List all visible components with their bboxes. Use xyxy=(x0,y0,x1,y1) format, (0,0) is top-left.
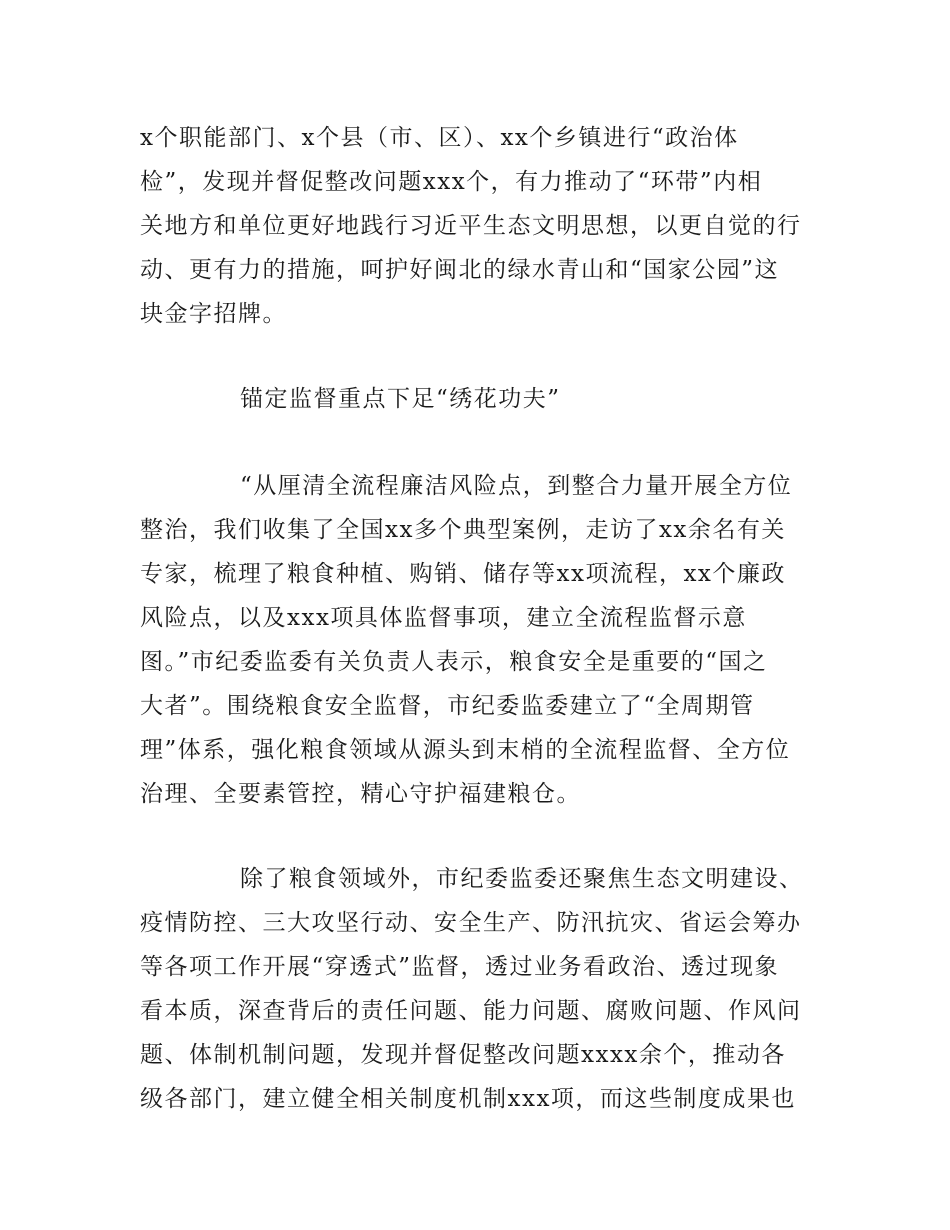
paragraph-3-line: 级各部门，建立健全相关制度机制xxx项，而这些制度成果也 xyxy=(140,1086,796,1112)
section-heading: 锚定监督重点下足“绣花功夫” xyxy=(240,386,561,412)
paragraph-2-line: 治理、全要素管控，精心守护福建粮仓。 xyxy=(140,781,581,807)
paragraph-3-line: 看本质，深查背后的责任问题、能力问题、腐败问题、作风问 xyxy=(140,998,802,1024)
paragraph-2-line: “从厘清全流程廉洁风险点，到整合力量开展全方位 xyxy=(240,473,793,499)
paragraph-3-line: 除了粮食领域外，市纪委监委还聚焦生态文明建设、 xyxy=(240,866,804,892)
paragraph-2-line: 专家，梳理了粮食种植、购销、储存等xx项流程，xx个廉政 xyxy=(140,561,786,587)
paragraph-1-line: 检”，发现并督促整改问题xxx个，有力推动了“环带”内相 xyxy=(140,169,763,195)
paragraph-1-line: x个职能部门、x个县（市、区）、xx个乡镇进行“政治体 xyxy=(140,125,739,151)
paragraph-2-line: 图。”市纪委监委有关负责人表示，粮食安全是重要的“国之 xyxy=(140,649,768,675)
paragraph-2-line: 大者”。围绕粮食安全监督，市纪委监委建立了“全周期管 xyxy=(140,693,755,719)
paragraph-3-line: 题、体制机制问题，发现并督促整改问题xxxx余个，推动各 xyxy=(140,1042,786,1068)
paragraph-2-line: 整治，我们收集了全国xx多个典型案例，走访了xx余名有关 xyxy=(140,517,786,543)
paragraph-2-line: 理”体系，强化粮食领域从源头到末梢的全流程监督、全方位 xyxy=(140,737,791,763)
paragraph-3-line: 等各项工作开展“穿透式”监督，透过业务看政治、透过现象 xyxy=(140,954,780,980)
paragraph-1-line: 块金字招牌。 xyxy=(140,301,287,327)
paragraph-1-line: 动、更有力的措施，呵护好闽北的绿水青山和“国家公园”这 xyxy=(140,257,780,283)
paragraph-2-line: 风险点，以及xxx项具体监督事项，建立全流程监督示意 xyxy=(140,605,747,631)
paragraph-1-line: 关地方和单位更好地践行习近平生态文明思想，以更自觉的行 xyxy=(140,213,802,239)
paragraph-3-line: 疫情防控、三大攻坚行动、安全生产、防汛抗灾、省运会筹办 xyxy=(140,910,802,936)
